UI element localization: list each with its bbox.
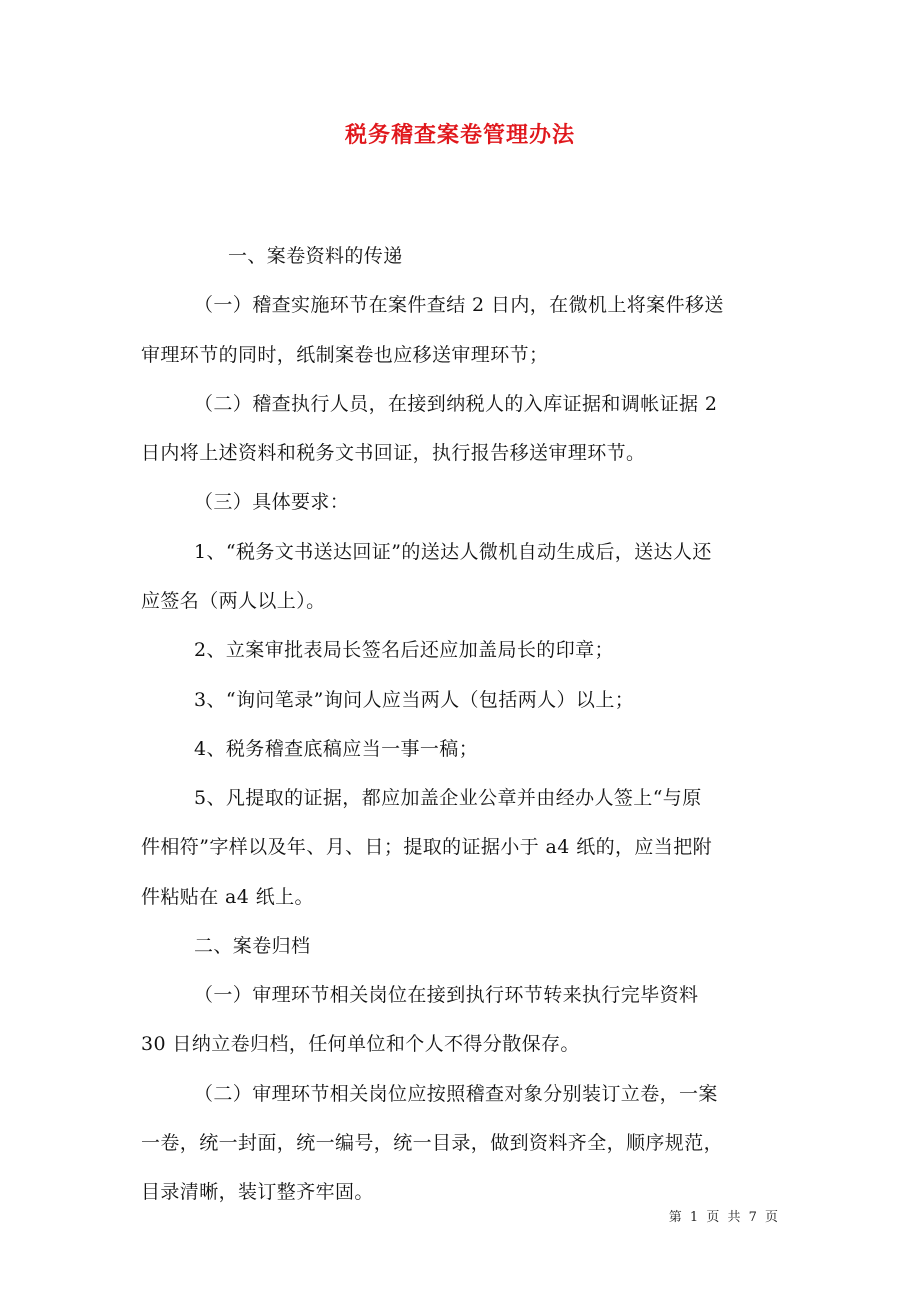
paragraph-line: 应签名（两人以上）。 bbox=[141, 590, 326, 612]
paragraph-line: 审理环节的同时，纸制案卷也应移送审理环节； bbox=[141, 344, 549, 366]
document-title: 税务稽查案卷管理办法 bbox=[344, 122, 575, 148]
paragraph-line: （二）审理环节相关岗位应按照稽查对象分别装订立卷，一案 bbox=[194, 1083, 718, 1105]
paragraph-line: 件粘贴在 a4 纸上。 bbox=[141, 886, 314, 908]
paragraph-line: 3、“询问笔录”询问人应当两人（包括两人）以上； bbox=[194, 689, 635, 711]
paragraph-line: （一）稽查实施环节在案件查结 2 日内，在微机上将案件移送 bbox=[194, 294, 724, 316]
paragraph-line: 一卷，统一封面，统一编号，统一目录，做到资料齐全，顺序规范， bbox=[141, 1132, 724, 1154]
paragraph-line: 件相符”字样以及年、月、日；提取的证据小于 a4 纸的，应当把附 bbox=[141, 836, 713, 858]
paragraph-line: （三）具体要求： bbox=[194, 491, 350, 513]
page-number-footer: 第 1 页 共 7 页 bbox=[668, 1210, 780, 1225]
section-heading-2: 二、案卷归档 bbox=[194, 935, 311, 957]
section-heading-1: 一、案卷资料的传递 bbox=[228, 245, 403, 267]
paragraph-line: （二）稽查执行人员，在接到纳税人的入库证据和调帐证据 2 bbox=[194, 393, 718, 415]
paragraph-line: 目录清晰，装订整齐牢固。 bbox=[141, 1181, 374, 1203]
paragraph-line: （一）审理环节相关岗位在接到执行环节转来执行完毕资料 bbox=[194, 984, 699, 1006]
paragraph-line: 2、立案审批表局长签名后还应加盖局长的印章； bbox=[194, 639, 614, 661]
paragraph-line: 日内将上述资料和税务文书回证，执行报告移送审理环节。 bbox=[141, 442, 646, 464]
paragraph-line: 5、凡提取的证据，都应加盖企业公章并由经办人签上“与原 bbox=[194, 787, 702, 809]
paragraph-line: 30 日纳立卷归档，任何单位和个人不得分散保存。 bbox=[141, 1033, 580, 1055]
paragraph-line: 1、“税务文书送达回证”的送达人微机自动生成后，送达人还 bbox=[194, 541, 712, 563]
paragraph-line: 4、税务稽查底稿应当一事一稿； bbox=[194, 738, 479, 760]
